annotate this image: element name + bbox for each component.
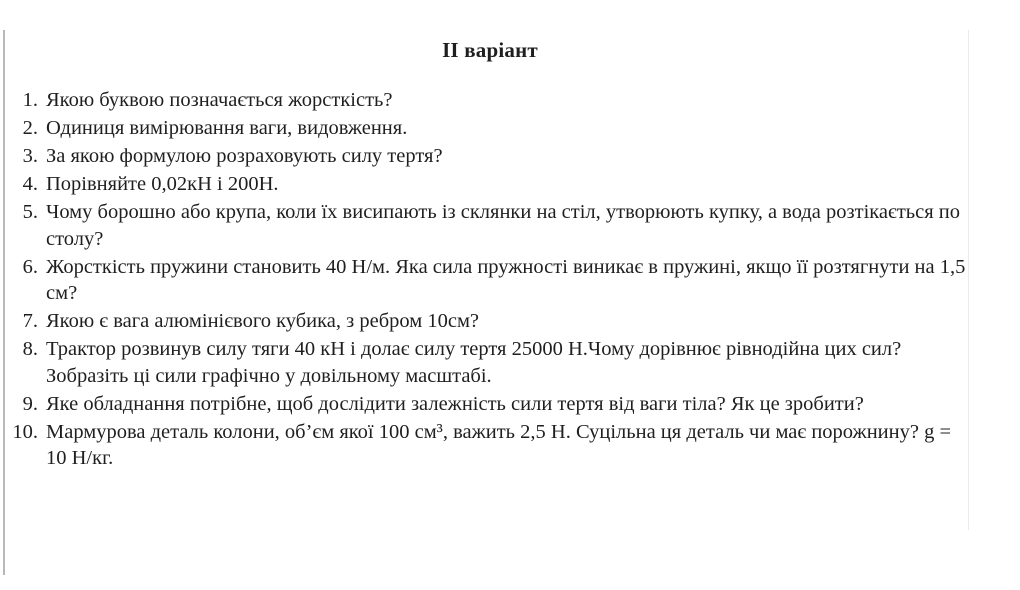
item-text: Якою буквою позначається жорсткість?	[46, 89, 393, 111]
item-number: 1.	[22, 89, 38, 111]
item-number: 3.	[22, 145, 38, 167]
question-list	[0, 87, 970, 473]
item-text: Якою є вага алюмінієвого кубика, з ребром 10см?	[46, 310, 480, 332]
list-item	[0, 199, 970, 252]
item-text: Одиниця вимірювання ваги, видовження.	[46, 117, 408, 139]
item-number: 2.	[22, 117, 38, 139]
item-number: 9.	[22, 392, 38, 415]
item-number: 5.	[22, 201, 38, 223]
list-item	[0, 143, 970, 170]
item-text: Мармурова деталь колони, об’єм якої 100 см³, важить 2,5 Н. Суцільна ця деталь чи має порожнину? g = 10 Н/кг.	[46, 420, 952, 469]
list-item	[0, 336, 970, 389]
item-text: За якою формулою розраховують силу тертя?	[46, 145, 443, 167]
list-item	[0, 87, 970, 114]
item-number: 6.	[22, 255, 38, 278]
page-title: II варіант	[442, 38, 538, 62]
list-item	[0, 419, 970, 472]
item-number: 10.	[12, 420, 38, 443]
item-number: 7.	[22, 310, 38, 332]
list-item	[0, 254, 970, 307]
item-text: Порівняйте 0,02кН і 200Н.	[46, 173, 279, 195]
item-text: Чому борошно або крупа, коли їх висипають із склянки на стіл, утворюють купку, а вода розтікається по столу?	[46, 201, 961, 250]
item-text: Жорсткість пружини становить 40 Н/м. Яка сила пружності виникає в пружині, якщо її розтягнути на 1,5 см?	[46, 255, 966, 304]
item-number: 8.	[22, 338, 38, 360]
item-text: Трактор розвинув силу тяги 40 кН і долає силу тертя 25000 Н.Чому дорівнює рівнодійна цих сил?Зобразіть ці сили графічно у довільному масштабі.	[46, 338, 902, 387]
list-item	[0, 391, 970, 418]
item-number: 4.	[22, 173, 38, 195]
list-item	[0, 115, 970, 142]
list-item	[0, 308, 970, 335]
item-text: Яке обладнання потрібне, щоб дослідити залежність сили тертя від ваги тіла? Як це зробити?	[46, 392, 864, 415]
list-item	[0, 171, 970, 198]
